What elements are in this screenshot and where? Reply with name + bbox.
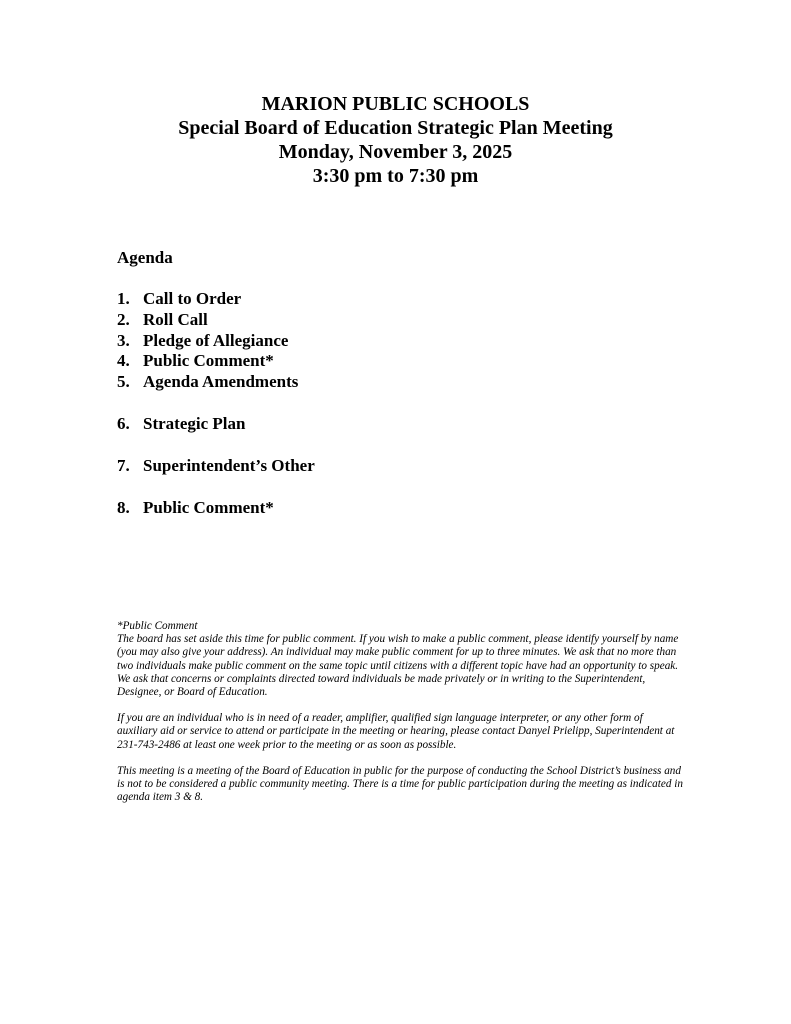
meeting-notice: This meeting is a meeting of the Board of Education in public for the purpose of conducting the School District’s business and is not to be considered a public community meeting. There is a time for public participation during the meeting as indicated in agenda item 3 & 8. [117,764,683,804]
agenda-item-number: 6. [117,413,130,433]
agenda-item-label: Public Comment* [143,497,274,517]
meeting-title: Special Board of Education Strategic Plan Meeting [178,117,613,139]
agenda-item-label: Pledge of Allegiance [143,330,289,350]
agenda-item-label: Agenda Amendments [143,372,299,392]
agenda-list [117,289,315,518]
agenda-item-label: Strategic Plan [143,413,246,433]
meeting-header [0,92,791,188]
notes-heading: *Public Comment [117,620,198,632]
agenda-item-number: 7. [117,455,130,475]
accessibility-notice: If you are an individual who is in need of a reader, amplifier, qualified sign language interpreter, or any other form of auxiliary aid or service to attend or participate in the meeting or hearing, please contact Danyel Prielipp, Superintendent at 231-743-2486 at least one week prior to the meeting or as soon as possible. [117,712,675,751]
agenda-item-number: 4. [117,351,130,371]
agenda-item [117,289,315,310]
agenda-item-label: Public Comment* [143,351,274,371]
agenda-item-number: 2. [117,309,130,329]
agenda-item-number: 8. [117,497,130,517]
agenda-heading: Agenda [117,248,173,267]
agenda-item-number: 3. [117,330,130,350]
meeting-date: Monday, November 3, 2025 [278,141,513,163]
organization-title: MARION PUBLIC SCHOOLS [261,93,530,115]
agenda-item [117,310,315,331]
agenda-item-number: 5. [117,372,130,392]
agenda-item [117,498,315,519]
agenda-item [117,414,315,435]
agenda-item [117,372,315,393]
meeting-time: 3:30 pm to 7:30 pm [312,165,479,187]
agenda-item-label: Roll Call [143,309,208,329]
agenda-item-label: Call to Order [143,289,242,308]
agenda-item [117,351,315,372]
agenda-item [117,331,315,352]
public-comment-policy: The board has set aside this time for public comment. If you wish to make a public comment, please identify yourself by name (you may also give your address). An individual may make public comment for up to three minutes. We ask that no more than two individuals make public comment on the same topic until citizens with a different topic have had an opportunity to speak. We ask that concerns or complaints directed toward individuals be made privately or in writing to the Superintendent, Designee, or Board of Education. [117,633,679,699]
agenda-item [117,456,315,477]
public-comment-notes [117,620,683,804]
agenda-item-number: 1. [117,289,130,308]
agenda-item-label: Superintendent’s Other [143,455,315,475]
